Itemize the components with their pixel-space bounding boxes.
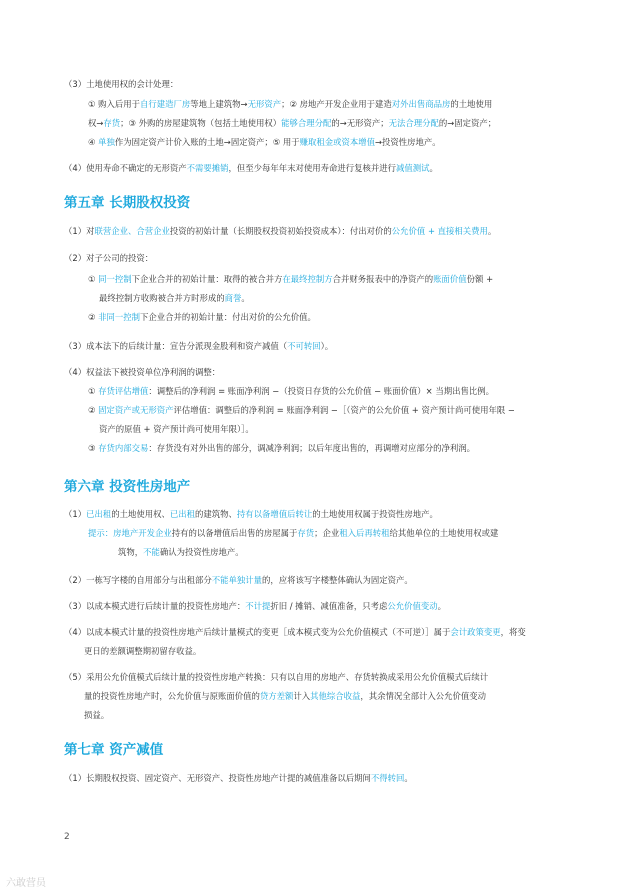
highlight-text: 不得转回 <box>370 773 405 783</box>
text-segment: 更日的差额调整期初留存收益。 <box>84 646 202 656</box>
text-segment: （2）一栋写字楼的自用部分与出租部分 <box>64 575 212 585</box>
highlight-text: 无法合理分配 <box>388 118 439 128</box>
text-segment: 合并财务报表中的净资产的 <box>332 274 434 284</box>
text-segment: ① 购入后用于 <box>88 99 141 109</box>
text-segment: 的，应将该写字楼整体确认为固定资产。 <box>261 575 413 585</box>
highlight-text: 自行建造厂房 <box>140 99 191 109</box>
text-segment: （1）长期股权投资、固定资产、无形资产、投资性房地产计提的减值准备以后期间 <box>64 773 371 783</box>
highlight-text: 已出租 <box>86 509 112 519</box>
text-segment: →投资性房地产。 <box>374 137 441 147</box>
text-segment: 资产的原值 + 资产预计尚可使用年限）］。 <box>99 424 254 434</box>
text-segment: 投资的初始计量（长期股权投资初始投资成本）：付出对价的 <box>169 226 392 236</box>
text-segment: （1）对 <box>64 226 95 236</box>
text-line <box>88 312 316 323</box>
text-line <box>64 509 438 520</box>
text-line <box>99 293 250 304</box>
text-segment: ，但至少每年年末对使用寿命进行复核并进行 <box>228 163 396 173</box>
highlight-text: 同一控制 <box>98 274 132 284</box>
highlight-text: 对外出售商品房 <box>391 99 451 109</box>
highlight-text: 不能 <box>143 547 160 557</box>
text-line <box>64 601 446 612</box>
text-segment: 份额 + <box>466 274 494 284</box>
highlight-text: 联营企业、合营企业 <box>94 226 170 236</box>
text-line <box>64 627 526 638</box>
text-segment: 损益。 <box>84 710 110 720</box>
text-segment: 最终控制方收购被合并方时形成的 <box>99 293 225 303</box>
text-segment: ③ <box>88 443 99 453</box>
text-segment: 。 <box>429 163 438 173</box>
text-segment: ，其余情况全部计入公允价值变动 <box>360 691 486 701</box>
text-segment: ② <box>88 405 99 415</box>
text-line <box>64 575 413 586</box>
text-line <box>88 99 492 110</box>
text-line <box>64 253 153 264</box>
text-segment: 的土地使用权属于投资性房地产。 <box>312 509 438 519</box>
highlight-text: 公允价值 + 直接相关费用 <box>391 226 488 236</box>
text-line <box>64 773 413 784</box>
text-segment: 作为固定资产计价入账的土地→固定资产；⑤ 用于 <box>114 137 300 147</box>
text-line <box>84 710 109 721</box>
highlight-text: 非同一控制 <box>98 312 141 322</box>
highlight-text: 无形资产 <box>247 99 282 109</box>
highlight-text: 租入后再转租 <box>339 528 390 538</box>
text-segment: ：调整后的净利润 = 账面净利润 −（投资日存货的公允价值 − 账面价值）× 当期出售比例。 <box>148 386 494 396</box>
text-segment: ；② 房地产开发企业用于建造 <box>281 99 392 109</box>
text-segment: ④ <box>88 137 99 147</box>
text-line <box>118 547 244 558</box>
text-line <box>88 118 496 129</box>
highlight-text: 提示：房地产开发企业 <box>88 528 172 538</box>
highlight-text: 不计提 <box>245 601 271 611</box>
text-segment: ② <box>88 312 99 322</box>
text-segment: 下企业合并的初始计量：取得的被合并方 <box>131 274 283 284</box>
watermark-logo <box>6 874 46 889</box>
chapter-heading: 第五章 长期股权投资 <box>64 195 191 211</box>
highlight-text: 存货评估增值 <box>98 386 149 396</box>
highlight-text: 公允价值变动 <box>387 601 438 611</box>
text-segment: ；企业 <box>314 528 340 538</box>
text-segment: 的→固定资产； <box>438 118 497 128</box>
text-segment: ）。 <box>320 341 334 351</box>
text-segment: 下企业合并的初始计量：付出对价的公允价值。 <box>140 312 316 322</box>
text-line <box>88 274 493 285</box>
highlight-text: 不可转回 <box>287 341 321 351</box>
text-segment: 。 <box>404 773 413 783</box>
text-line <box>88 405 515 416</box>
text-segment: 的土地使用权、 <box>111 509 170 519</box>
highlight-text: 存货 <box>297 528 315 538</box>
highlight-text: 持有以备增值后转让 <box>236 509 313 519</box>
text-segment: （1） <box>64 509 87 519</box>
text-segment: 给其他单位的土地使用权或建 <box>389 528 499 538</box>
highlight-text: 贷方差额 <box>259 691 294 701</box>
text-segment: ：存货没有对外出售的部分，调减净利润；以后年度出售的，再调增对应部分的净利润。 <box>148 443 476 453</box>
highlight-text: 账面价值 <box>433 274 467 284</box>
highlight-text: 赚取租金或资本增值 <box>299 137 375 147</box>
text-segment: 等地上建筑物→ <box>190 99 248 109</box>
text-segment: 权→ <box>88 118 104 128</box>
text-segment: （5）采用公允价值模式后续计量的投资性房地产转换：只有以自用的房地产、存货转换成采用公允价值模式后续计 <box>64 672 489 682</box>
text-segment: 持有的以备增值后出售的房屋属于 <box>171 528 298 538</box>
chapter-heading: 第六章 投资性房地产 <box>64 479 191 495</box>
text-segment: 的→无形资产； <box>331 118 389 128</box>
highlight-text: 固定资产或无形资产 <box>98 405 174 415</box>
text-segment: ，将变 <box>500 627 526 637</box>
text-line <box>64 226 496 237</box>
text-line <box>64 79 178 90</box>
text-segment: （3）成本法下的后续计量：宣告分派现金股利和资产减值（ <box>64 341 288 351</box>
text-line <box>88 443 475 454</box>
highlight-text: 减值测试 <box>395 163 430 173</box>
highlight-text: 单独 <box>98 137 115 147</box>
watermark-text: 六敢营员 <box>6 878 46 889</box>
text-line <box>64 672 488 683</box>
text-segment: （4）权益法下被投资单位净利润的调整： <box>64 367 221 377</box>
text-segment: 计入 <box>293 691 311 701</box>
text-segment: 评估增值：调整后的净利润 = 账面净利润 −［（资产的公允价值 + 资产预计尚可使用年限 − <box>173 405 515 415</box>
text-segment: 。 <box>487 226 497 236</box>
highlight-text: 在最终控制方 <box>282 274 333 284</box>
text-segment: （2）对子公司的投资： <box>64 253 154 263</box>
text-line <box>88 386 494 397</box>
text-segment: ；③ 外购的房屋建筑物（包括土地使用权） <box>120 118 282 128</box>
text-segment: 量的投资性房地产时，公允价值与原账面价值的 <box>84 691 260 701</box>
text-segment: （3）以成本模式进行后续计量的投资性房地产： <box>64 601 246 611</box>
highlight-text: 商誉 <box>224 293 242 303</box>
text-segment: ① <box>88 386 99 396</box>
text-segment: （4）以成本模式计量的投资性房地产后续计量模式的变更［成本模式变为公允价值模式（不可逆）］属于 <box>64 627 451 637</box>
text-segment: ① <box>88 274 99 284</box>
text-line <box>88 137 441 148</box>
highlight-text: 存货 <box>103 118 121 128</box>
text-segment: 确认为投资性房地产。 <box>159 547 244 557</box>
chapter-heading: 第七章 资产减值 <box>64 742 164 758</box>
text-segment: 的土地使用 <box>450 99 493 109</box>
text-segment: 折旧 / 摊销、减值准备，只考虑 <box>270 601 388 611</box>
highlight-text: 会计政策变更 <box>450 627 501 637</box>
text-segment: 。 <box>437 601 446 611</box>
text-line <box>84 691 486 702</box>
highlight-text: 不能单独计量 <box>211 575 262 585</box>
text-line <box>99 424 254 435</box>
highlight-text: 其他综合收益 <box>310 691 361 701</box>
text-line <box>64 367 220 378</box>
text-segment: （3）土地使用权的会计处理： <box>64 79 179 89</box>
text-line <box>84 646 201 657</box>
text-line <box>64 163 438 174</box>
text-line <box>88 528 498 539</box>
highlight-text: 不需要摊销 <box>186 163 229 173</box>
text-segment: （4）使用寿命不确定的无形资产 <box>64 163 187 173</box>
page-number: 2 <box>64 832 70 842</box>
highlight-text: 存货内部交易 <box>98 443 149 453</box>
highlight-text: 已出租 <box>169 509 195 519</box>
text-segment: 筑物， <box>118 547 144 557</box>
text-line <box>64 341 333 352</box>
text-segment: 。 <box>241 293 250 303</box>
text-segment: 的建筑物、 <box>194 509 237 519</box>
highlight-text: 能够合理分配 <box>281 118 332 128</box>
